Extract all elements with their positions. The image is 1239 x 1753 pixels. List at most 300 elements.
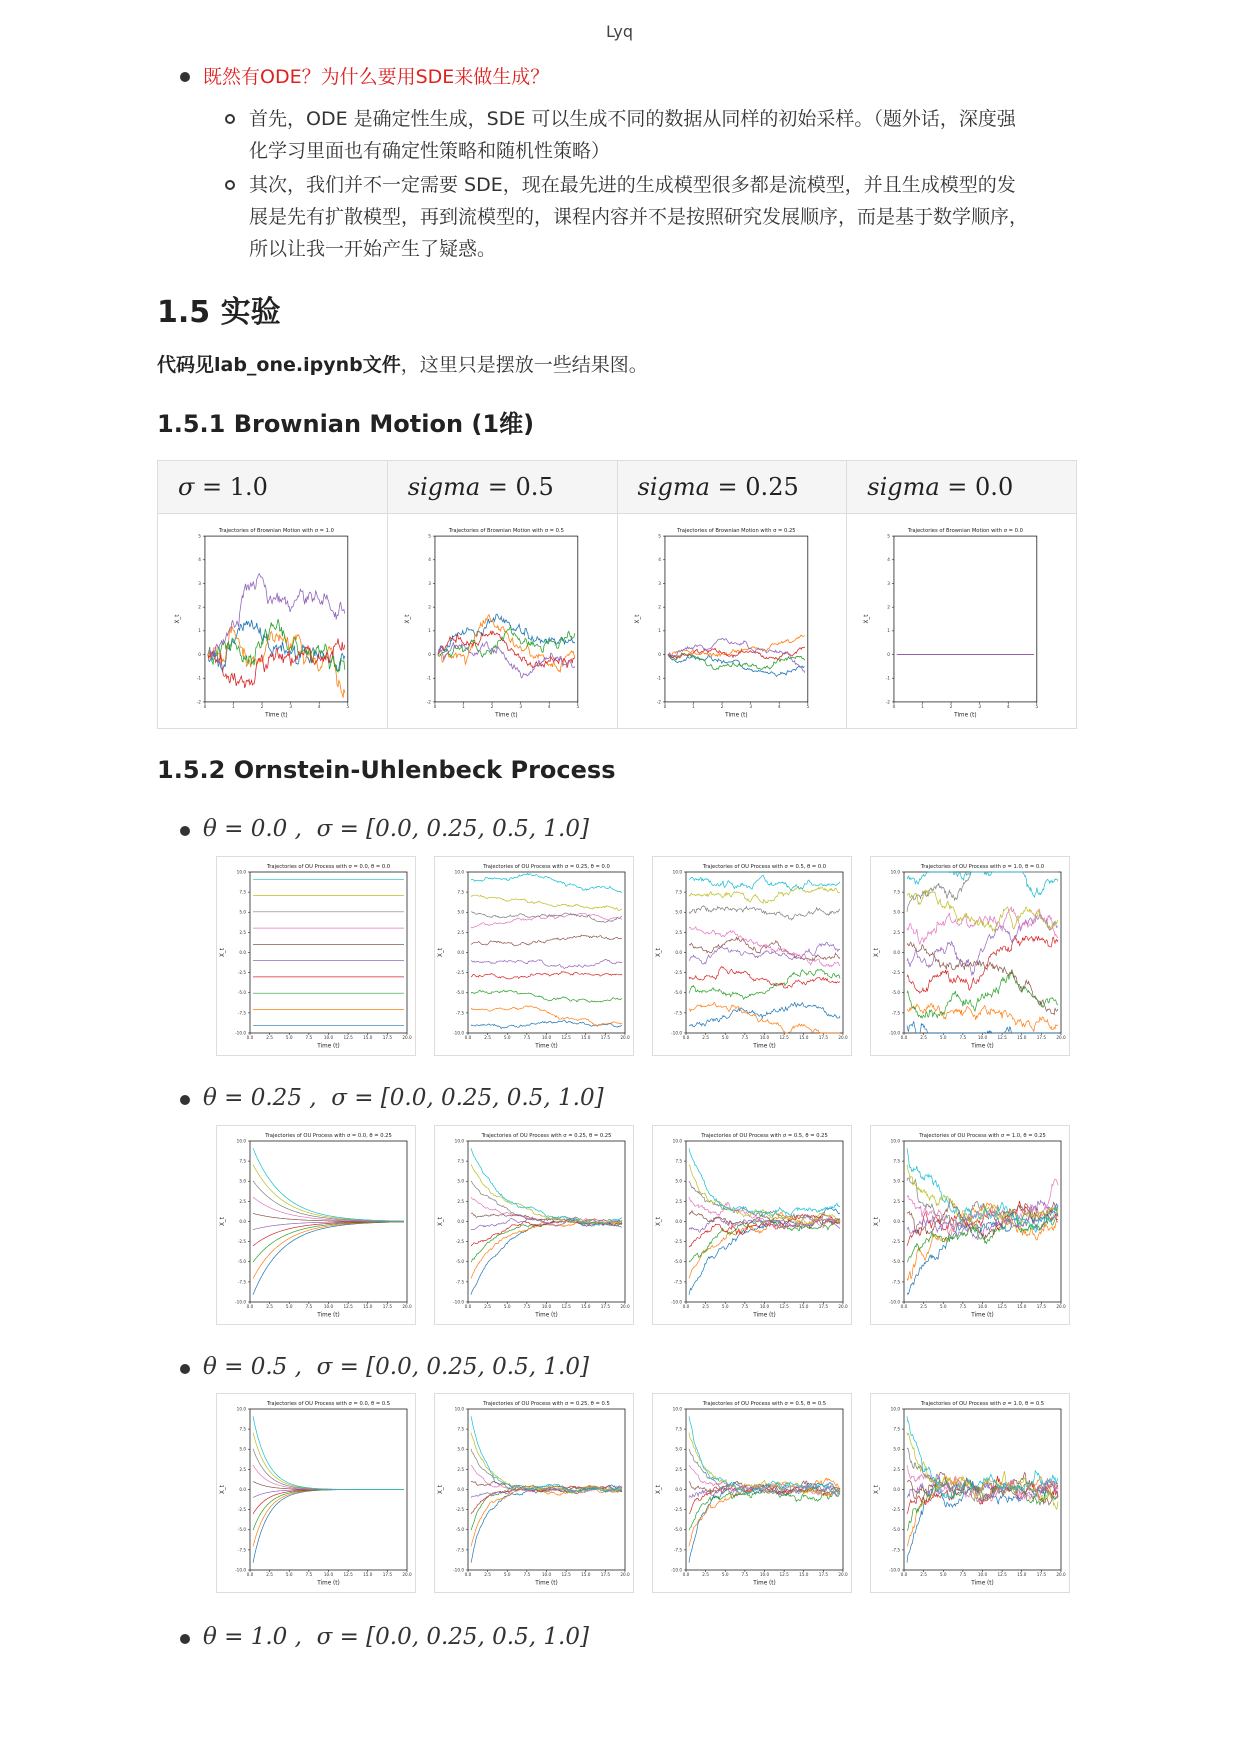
y-tick-label: 5.0 [893, 909, 900, 915]
x-tick-label: 15.0 [363, 1035, 373, 1041]
x-tick-label: 20.0 [620, 1572, 630, 1578]
y-axis-label: X_t [864, 614, 871, 624]
x-tick-label: 15.0 [581, 1572, 591, 1578]
x-tick-label: 2.5 [702, 1035, 709, 1041]
x-tick-label: 12.5 [779, 1572, 789, 1578]
y-tick-label: -5.0 [237, 1527, 246, 1533]
x-tick-label: 10.0 [759, 1572, 770, 1578]
y-tick-label: -2.5 [455, 1507, 464, 1513]
x-tick-label: 0 [433, 704, 437, 710]
x-tick-label: 7.5 [959, 1572, 967, 1578]
y-tick-label: 5 [198, 533, 201, 539]
y-tick-label: 10.0 [236, 869, 246, 875]
x-tick-label: 12.5 [997, 1035, 1007, 1041]
x-tick-label: 5.0 [939, 1035, 947, 1041]
y-axis-label: X_t [874, 1217, 880, 1226]
plot-title: Trajectories of OU Process with σ = 1.0, θ = 0.5 [920, 1401, 1045, 1407]
bullet-dot [180, 1634, 190, 1644]
y-tick-label: 5.0 [893, 1446, 900, 1452]
y-tick-label: 0 [198, 651, 201, 657]
y-tick-label: -5.0 [455, 990, 464, 996]
table-cell [617, 514, 847, 729]
ou-figure-row-theta-0.25 [216, 1125, 1076, 1325]
y-tick-label: -7.5 [455, 1279, 464, 1285]
y-tick-label: -2 [426, 699, 431, 705]
y-axis-label: X_t [438, 1485, 444, 1494]
x-axis-label: Time (t) [317, 1043, 340, 1050]
x-tick-label: 17.5 [382, 1035, 393, 1041]
x-tick-label: 15.0 [1017, 1304, 1027, 1310]
x-axis-label: Time (t) [535, 1312, 558, 1319]
x-tick-label: 7.5 [741, 1035, 749, 1041]
x-tick-label: 5 [1035, 704, 1039, 710]
y-tick-label: 3 [428, 580, 431, 586]
x-tick-label: 7.5 [305, 1304, 313, 1310]
y-tick-label: -7.5 [237, 1547, 246, 1553]
y-tick-label: 2.5 [675, 1466, 682, 1472]
x-tick-label: 3 [519, 704, 522, 710]
x-tick-label: 20.0 [838, 1572, 848, 1578]
y-tick-label: 10.0 [672, 1138, 682, 1144]
y-tick-label: -2 [886, 699, 891, 705]
x-tick-label: 20.0 [1056, 1572, 1066, 1578]
x-tick-label: 0.0 [682, 1304, 690, 1310]
y-tick-label: 10.0 [890, 1406, 900, 1412]
y-tick-label: -2.5 [237, 1239, 246, 1245]
code-file-reference: 代码见lab_one.ipynb文件 [157, 354, 401, 376]
y-tick-label: 2.5 [675, 1198, 682, 1204]
y-tick-label: 2 [657, 604, 661, 610]
x-tick-label: 1 [691, 704, 695, 710]
y-tick-label: 7.5 [457, 889, 464, 895]
y-tick-label: 5 [887, 533, 891, 539]
ou-plot [216, 1125, 416, 1325]
x-tick-label: 20.0 [402, 1035, 412, 1041]
ou-plot [434, 1393, 634, 1593]
plot-title: Trajectories of Brownian Motion with σ = 1.0 [218, 528, 334, 535]
x-tick-label: 5.0 [503, 1035, 511, 1041]
x-tick-label: 15.0 [363, 1572, 373, 1578]
section-title: 1.5 实验 [157, 295, 281, 330]
y-tick-label: -7.5 [891, 1279, 900, 1285]
x-tick-label: 7.5 [305, 1035, 313, 1041]
y-tick-label: -2.5 [673, 1507, 682, 1513]
x-tick-label: 17.5 [818, 1035, 829, 1041]
y-tick-label: 0 [887, 651, 891, 657]
plot-title: Trajectories of Brownian Motion with σ = 0.25 [676, 528, 796, 535]
y-tick-label: 4 [887, 557, 891, 563]
x-axis-label: Time (t) [971, 1312, 994, 1319]
plot-border [217, 1126, 416, 1325]
x-tick-label: 0.0 [464, 1304, 472, 1310]
ou-plot [870, 856, 1070, 1056]
x-tick-label: 1 [232, 704, 235, 710]
y-tick-label: 0.0 [675, 1218, 682, 1224]
plot-title: Trajectories of OU Process with σ = 0.25, θ = 0.25 [481, 1133, 612, 1139]
intro-rest: ，这里只是摆放一些结果图。 [400, 354, 648, 376]
x-axis-label: Time (t) [753, 1043, 776, 1050]
ou-plot-svg [652, 1125, 852, 1325]
ou-figure-row-theta-0.5 [216, 1393, 1076, 1593]
y-axis-label: X_t [220, 948, 226, 957]
section-intro [157, 349, 648, 381]
x-axis-label: Time (t) [971, 1043, 994, 1050]
y-tick-label: -10.0 [453, 1030, 464, 1036]
y-tick-label: -5.0 [455, 1527, 464, 1533]
x-tick-label: 10.0 [977, 1035, 988, 1041]
x-tick-label: 2.5 [484, 1304, 491, 1310]
x-tick-label: 10.0 [977, 1304, 988, 1310]
y-tick-label: 10.0 [454, 1138, 464, 1144]
x-tick-label: 3 [289, 704, 292, 710]
x-tick-label: 0.0 [246, 1304, 254, 1310]
table-header-cell: sigma = 0.25 [617, 461, 847, 514]
plot-frame [435, 536, 578, 702]
plot-title: Trajectories of OU Process with σ = 0.5, θ = 0.0 [702, 864, 827, 870]
plot-title: Trajectories of OU Process with σ = 1.0, θ = 0.25 [919, 1133, 1046, 1139]
y-tick-label: 10.0 [672, 1406, 682, 1412]
x-tick-label: 7.5 [523, 1035, 531, 1041]
x-tick-label: 5.0 [503, 1304, 511, 1310]
y-tick-label: 3 [887, 580, 891, 586]
table-header-cell: sigma = 0.5 [387, 461, 617, 514]
ou-plot-svg [434, 856, 634, 1056]
ou-plot [216, 856, 416, 1056]
y-tick-label: 7.5 [239, 889, 246, 895]
x-tick-label: 20.0 [1056, 1035, 1066, 1041]
y-tick-label: 10.0 [890, 869, 900, 875]
ou-plot-svg [870, 856, 1070, 1056]
y-tick-label: -2.5 [673, 1239, 682, 1245]
y-tick-label: -10.0 [235, 1030, 246, 1036]
x-tick-label: 12.5 [997, 1304, 1007, 1310]
y-tick-label: 0.0 [457, 1486, 464, 1492]
y-tick-label: -1 [426, 675, 431, 681]
y-tick-label: 0.0 [239, 949, 246, 955]
plot-border [435, 1394, 634, 1593]
x-axis-label: Time (t) [971, 1580, 994, 1587]
ou-plot [870, 1393, 1070, 1593]
x-tick-label: 15.0 [799, 1572, 809, 1578]
y-tick-label: -5.0 [237, 1259, 246, 1265]
y-tick-label: 5.0 [457, 1446, 464, 1452]
y-tick-label: -2.5 [237, 1507, 246, 1513]
y-tick-label: 2.5 [893, 1466, 900, 1472]
x-tick-label: 2.5 [266, 1572, 273, 1578]
x-tick-label: 20.0 [402, 1304, 412, 1310]
x-tick-label: 4 [547, 704, 551, 710]
y-axis-label: X_t [404, 614, 411, 624]
x-tick-label: 5.0 [285, 1304, 293, 1310]
x-tick-label: 2 [490, 704, 494, 710]
ou-section-title: 1.5.2 Ornstein-Uhlenbeck Process [157, 756, 616, 784]
x-tick-label: 10.0 [323, 1572, 334, 1578]
plot-frame [664, 536, 807, 702]
y-tick-label: -2.5 [673, 970, 682, 976]
x-tick-label: 10.0 [541, 1572, 552, 1578]
brownian-plot-sigma-0.25 [618, 514, 847, 728]
x-tick-label: 1 [921, 704, 925, 710]
y-tick-label: 1 [887, 628, 891, 634]
y-tick-label: -7.5 [455, 1010, 464, 1016]
x-tick-label: 5 [346, 704, 350, 710]
y-tick-label: -2.5 [237, 970, 246, 976]
x-tick-label: 2.5 [484, 1035, 491, 1041]
y-tick-label: 5.0 [239, 909, 246, 915]
y-tick-label: 4 [198, 557, 201, 563]
x-tick-label: 0.0 [900, 1035, 908, 1041]
x-tick-label: 12.5 [343, 1035, 353, 1041]
y-tick-label: 5.0 [893, 1178, 900, 1184]
x-tick-label: 5.0 [939, 1572, 947, 1578]
x-tick-label: 17.5 [382, 1572, 393, 1578]
answer-2-line-3: 所以让我一开始产生了疑惑。 [249, 238, 497, 260]
x-tick-label: 10.0 [541, 1035, 552, 1041]
ou-plot [216, 1393, 416, 1593]
y-tick-label: -7.5 [237, 1010, 246, 1016]
x-tick-label: 5.0 [285, 1572, 293, 1578]
plot-title: Trajectories of OU Process with σ = 0.0, θ = 0.25 [265, 1133, 392, 1139]
y-tick-label: -2 [656, 699, 661, 705]
x-tick-label: 12.5 [779, 1035, 789, 1041]
x-tick-label: 7.5 [523, 1572, 531, 1578]
x-tick-label: 15.0 [1017, 1572, 1027, 1578]
y-tick-label: 7.5 [675, 1426, 682, 1432]
table-cell [847, 514, 1077, 729]
y-tick-label: 0.0 [239, 1486, 246, 1492]
question-text: 既然有ODE？为什么要用SDE来做生成？ [203, 66, 550, 88]
x-tick-label: 2.5 [484, 1572, 491, 1578]
y-tick-label: 2 [198, 604, 201, 610]
bullet-dot [180, 72, 190, 82]
plot-title: Trajectories of OU Process with σ = 1.0, θ = 0.0 [920, 864, 1045, 870]
x-axis-label: Time (t) [535, 1580, 558, 1587]
y-tick-label: -10.0 [671, 1030, 682, 1036]
plot-title: Trajectories of OU Process with σ = 0.0, θ = 0.0 [266, 864, 391, 870]
x-tick-label: 12.5 [997, 1572, 1007, 1578]
y-tick-label: 7.5 [457, 1426, 464, 1432]
x-tick-label: 10.0 [541, 1304, 552, 1310]
y-tick-label: 0.0 [457, 949, 464, 955]
page-header-author: Lyq [605, 22, 634, 41]
x-tick-label: 15.0 [1017, 1035, 1027, 1041]
x-tick-label: 7.5 [741, 1572, 749, 1578]
brownian-plot-sigma-0.5 [388, 514, 617, 728]
ou-row-label: θ = 0.5 , σ = [0.0, 0.25, 0.5, 1.0] [203, 1354, 589, 1380]
y-axis-label: X_t [874, 948, 880, 957]
y-tick-label: -7.5 [455, 1547, 464, 1553]
ou-plot [434, 856, 634, 1056]
x-tick-label: 7.5 [959, 1035, 967, 1041]
bullet-dot [180, 1364, 190, 1374]
x-tick-label: 0 [203, 704, 207, 710]
y-axis-label: X_t [874, 1485, 880, 1494]
ou-plot-svg [652, 1393, 852, 1593]
x-tick-label: 0 [663, 704, 666, 710]
y-tick-label: 1 [198, 628, 201, 634]
x-tick-label: 5.0 [721, 1304, 729, 1310]
y-tick-label: -7.5 [673, 1010, 682, 1016]
y-tick-label: -1 [656, 675, 661, 681]
y-tick-label: -2.5 [891, 1507, 900, 1513]
y-tick-label: 5.0 [457, 909, 464, 915]
x-tick-label: 15.0 [799, 1035, 809, 1041]
answer-1-line-2: 化学习里面也有确定性策略和随机性策略） [249, 140, 611, 162]
y-tick-label: -10.0 [453, 1299, 464, 1305]
plot-title: Trajectories of OU Process with σ = 0.5, θ = 0.5 [702, 1401, 827, 1407]
x-tick-label: 2.5 [702, 1304, 709, 1310]
x-tick-label: 17.5 [1036, 1304, 1047, 1310]
y-tick-label: -5.0 [237, 990, 246, 996]
x-tick-label: 12.5 [561, 1035, 571, 1041]
y-tick-label: -5.0 [891, 990, 900, 996]
y-tick-label: 2.5 [893, 1198, 900, 1204]
x-tick-label: 0.0 [682, 1572, 690, 1578]
y-tick-label: 0.0 [893, 1218, 900, 1224]
y-axis-label: X_t [656, 1217, 662, 1226]
y-tick-label: 0.0 [675, 1486, 682, 1492]
x-tick-label: 7.5 [305, 1572, 313, 1578]
ou-figure-row-theta-0 [216, 856, 1076, 1056]
x-tick-label: 1 [461, 704, 465, 710]
y-tick-label: 10.0 [890, 1138, 900, 1144]
x-tick-label: 0.0 [246, 1035, 254, 1041]
x-tick-label: 0.0 [464, 1035, 472, 1041]
y-tick-label: -5.0 [673, 1259, 682, 1265]
y-tick-label: 2.5 [675, 929, 682, 935]
y-tick-label: -2.5 [455, 970, 464, 976]
x-tick-label: 4 [1007, 704, 1010, 710]
x-tick-label: 5.0 [721, 1572, 729, 1578]
x-tick-label: 20.0 [838, 1304, 848, 1310]
y-axis-label: X_t [220, 1217, 226, 1226]
x-axis-label: Time (t) [753, 1312, 776, 1319]
y-tick-label: -10.0 [889, 1299, 900, 1305]
x-tick-label: 2 [260, 704, 264, 710]
y-tick-label: 10.0 [236, 1138, 246, 1144]
ou-plot [434, 1125, 634, 1325]
y-tick-label: 7.5 [893, 1426, 900, 1432]
x-tick-label: 12.5 [561, 1572, 571, 1578]
y-tick-label: -2.5 [455, 1239, 464, 1245]
y-tick-label: -7.5 [891, 1010, 900, 1016]
x-tick-label: 5 [576, 704, 579, 710]
y-tick-label: 5 [428, 533, 431, 539]
y-tick-label: 5.0 [457, 1178, 464, 1184]
y-tick-label: -5.0 [891, 1259, 900, 1265]
y-tick-label: 7.5 [675, 889, 682, 895]
x-axis-label: Time (t) [954, 712, 977, 719]
ou-plot [870, 1125, 1070, 1325]
plot-title: Trajectories of Brownian Motion with σ = 0.0 [908, 528, 1024, 535]
y-tick-label: 10.0 [454, 1406, 464, 1412]
x-tick-label: 2 [950, 704, 953, 710]
x-tick-label: 10.0 [759, 1304, 770, 1310]
x-tick-label: 0.0 [900, 1572, 908, 1578]
x-tick-label: 10.0 [977, 1572, 988, 1578]
plot-title: Trajectories of OU Process with σ = 0.25, θ = 0.5 [483, 1401, 610, 1407]
x-tick-label: 4 [777, 704, 781, 710]
ou-plot-svg [434, 1393, 634, 1593]
brownian-plot-sigma-1 [158, 514, 387, 728]
x-tick-label: 7.5 [523, 1304, 531, 1310]
y-tick-label: 2.5 [457, 1466, 464, 1472]
x-tick-label: 17.5 [1036, 1035, 1047, 1041]
y-tick-label: 2.5 [457, 1198, 464, 1204]
trajectory-line [438, 626, 575, 657]
x-tick-label: 2.5 [920, 1304, 927, 1310]
table-cell [158, 514, 388, 729]
plot-title: Trajectories of OU Process with σ = 0.25, θ = 0.0 [483, 864, 610, 870]
y-axis-label: X_t [174, 614, 181, 624]
y-tick-label: -10.0 [235, 1299, 246, 1305]
trajectory-line [438, 614, 575, 654]
y-tick-label: 7.5 [239, 1426, 246, 1432]
x-axis-label: Time (t) [494, 712, 518, 719]
ou-row-label: θ = 0.25 , σ = [0.0, 0.25, 0.5, 1.0] [203, 1085, 604, 1111]
trajectory-line [438, 631, 575, 668]
sub-bullet-circle [225, 180, 235, 190]
ou-row-label: θ = 1.0 , σ = [0.0, 0.25, 0.5, 1.0] [203, 1624, 589, 1650]
y-tick-label: -5.0 [455, 1259, 464, 1265]
trajectory-line [208, 626, 345, 697]
x-tick-label: 5.0 [721, 1035, 729, 1041]
x-tick-label: 0 [892, 704, 896, 710]
x-tick-label: 12.5 [343, 1304, 353, 1310]
x-tick-label: 2 [720, 704, 723, 710]
x-tick-label: 12.5 [561, 1304, 571, 1310]
x-tick-label: 2.5 [920, 1035, 927, 1041]
answer-1-line-1: 首先，ODE 是确定性生成，SDE 可以生成不同的数据从同样的初始采样。（题外话，深度强 [249, 108, 1016, 130]
y-tick-label: 5.0 [675, 1446, 682, 1452]
y-tick-label: -7.5 [673, 1279, 682, 1285]
x-axis-label: Time (t) [535, 1043, 558, 1050]
y-tick-label: -2.5 [891, 1239, 900, 1245]
table-header-cell: sigma = 0.0 [847, 461, 1077, 514]
ou-plot-svg [652, 856, 852, 1056]
x-tick-label: 4 [317, 704, 321, 710]
x-tick-label: 15.0 [799, 1304, 809, 1310]
y-axis-label: X_t [634, 614, 641, 624]
y-tick-label: 0.0 [239, 1218, 246, 1224]
ou-plot-svg [216, 1125, 416, 1325]
plot-border [871, 1394, 1070, 1593]
y-tick-label: 10.0 [672, 869, 682, 875]
x-tick-label: 20.0 [620, 1035, 630, 1041]
y-axis-label: X_t [656, 948, 662, 957]
brownian-plot-sigma-0 [847, 514, 1076, 728]
y-tick-label: 10.0 [454, 869, 464, 875]
y-tick-label: 7.5 [893, 889, 900, 895]
y-tick-label: -2 [196, 699, 201, 705]
y-tick-label: -2.5 [891, 970, 900, 976]
y-tick-label: 2.5 [239, 929, 246, 935]
y-axis-label: X_t [656, 1485, 662, 1494]
x-tick-label: 2.5 [266, 1035, 273, 1041]
x-tick-label: 3 [978, 704, 982, 710]
y-tick-label: -10.0 [235, 1567, 246, 1573]
y-tick-label: 0.0 [893, 1486, 900, 1492]
y-tick-label: 7.5 [239, 1158, 246, 1164]
y-tick-label: 0.0 [675, 949, 682, 955]
answer-2-line-2: 展是先有扩散模型，再到流模型的，课程内容并不是按照研究发展顺序，而是基于数学顺序， [249, 206, 1029, 228]
x-tick-label: 5.0 [503, 1572, 511, 1578]
y-tick-label: -7.5 [673, 1547, 682, 1553]
y-tick-label: 0 [428, 651, 431, 657]
plot-border [653, 857, 852, 1056]
y-axis-label: X_t [438, 948, 444, 957]
y-tick-label: 4 [657, 557, 661, 563]
